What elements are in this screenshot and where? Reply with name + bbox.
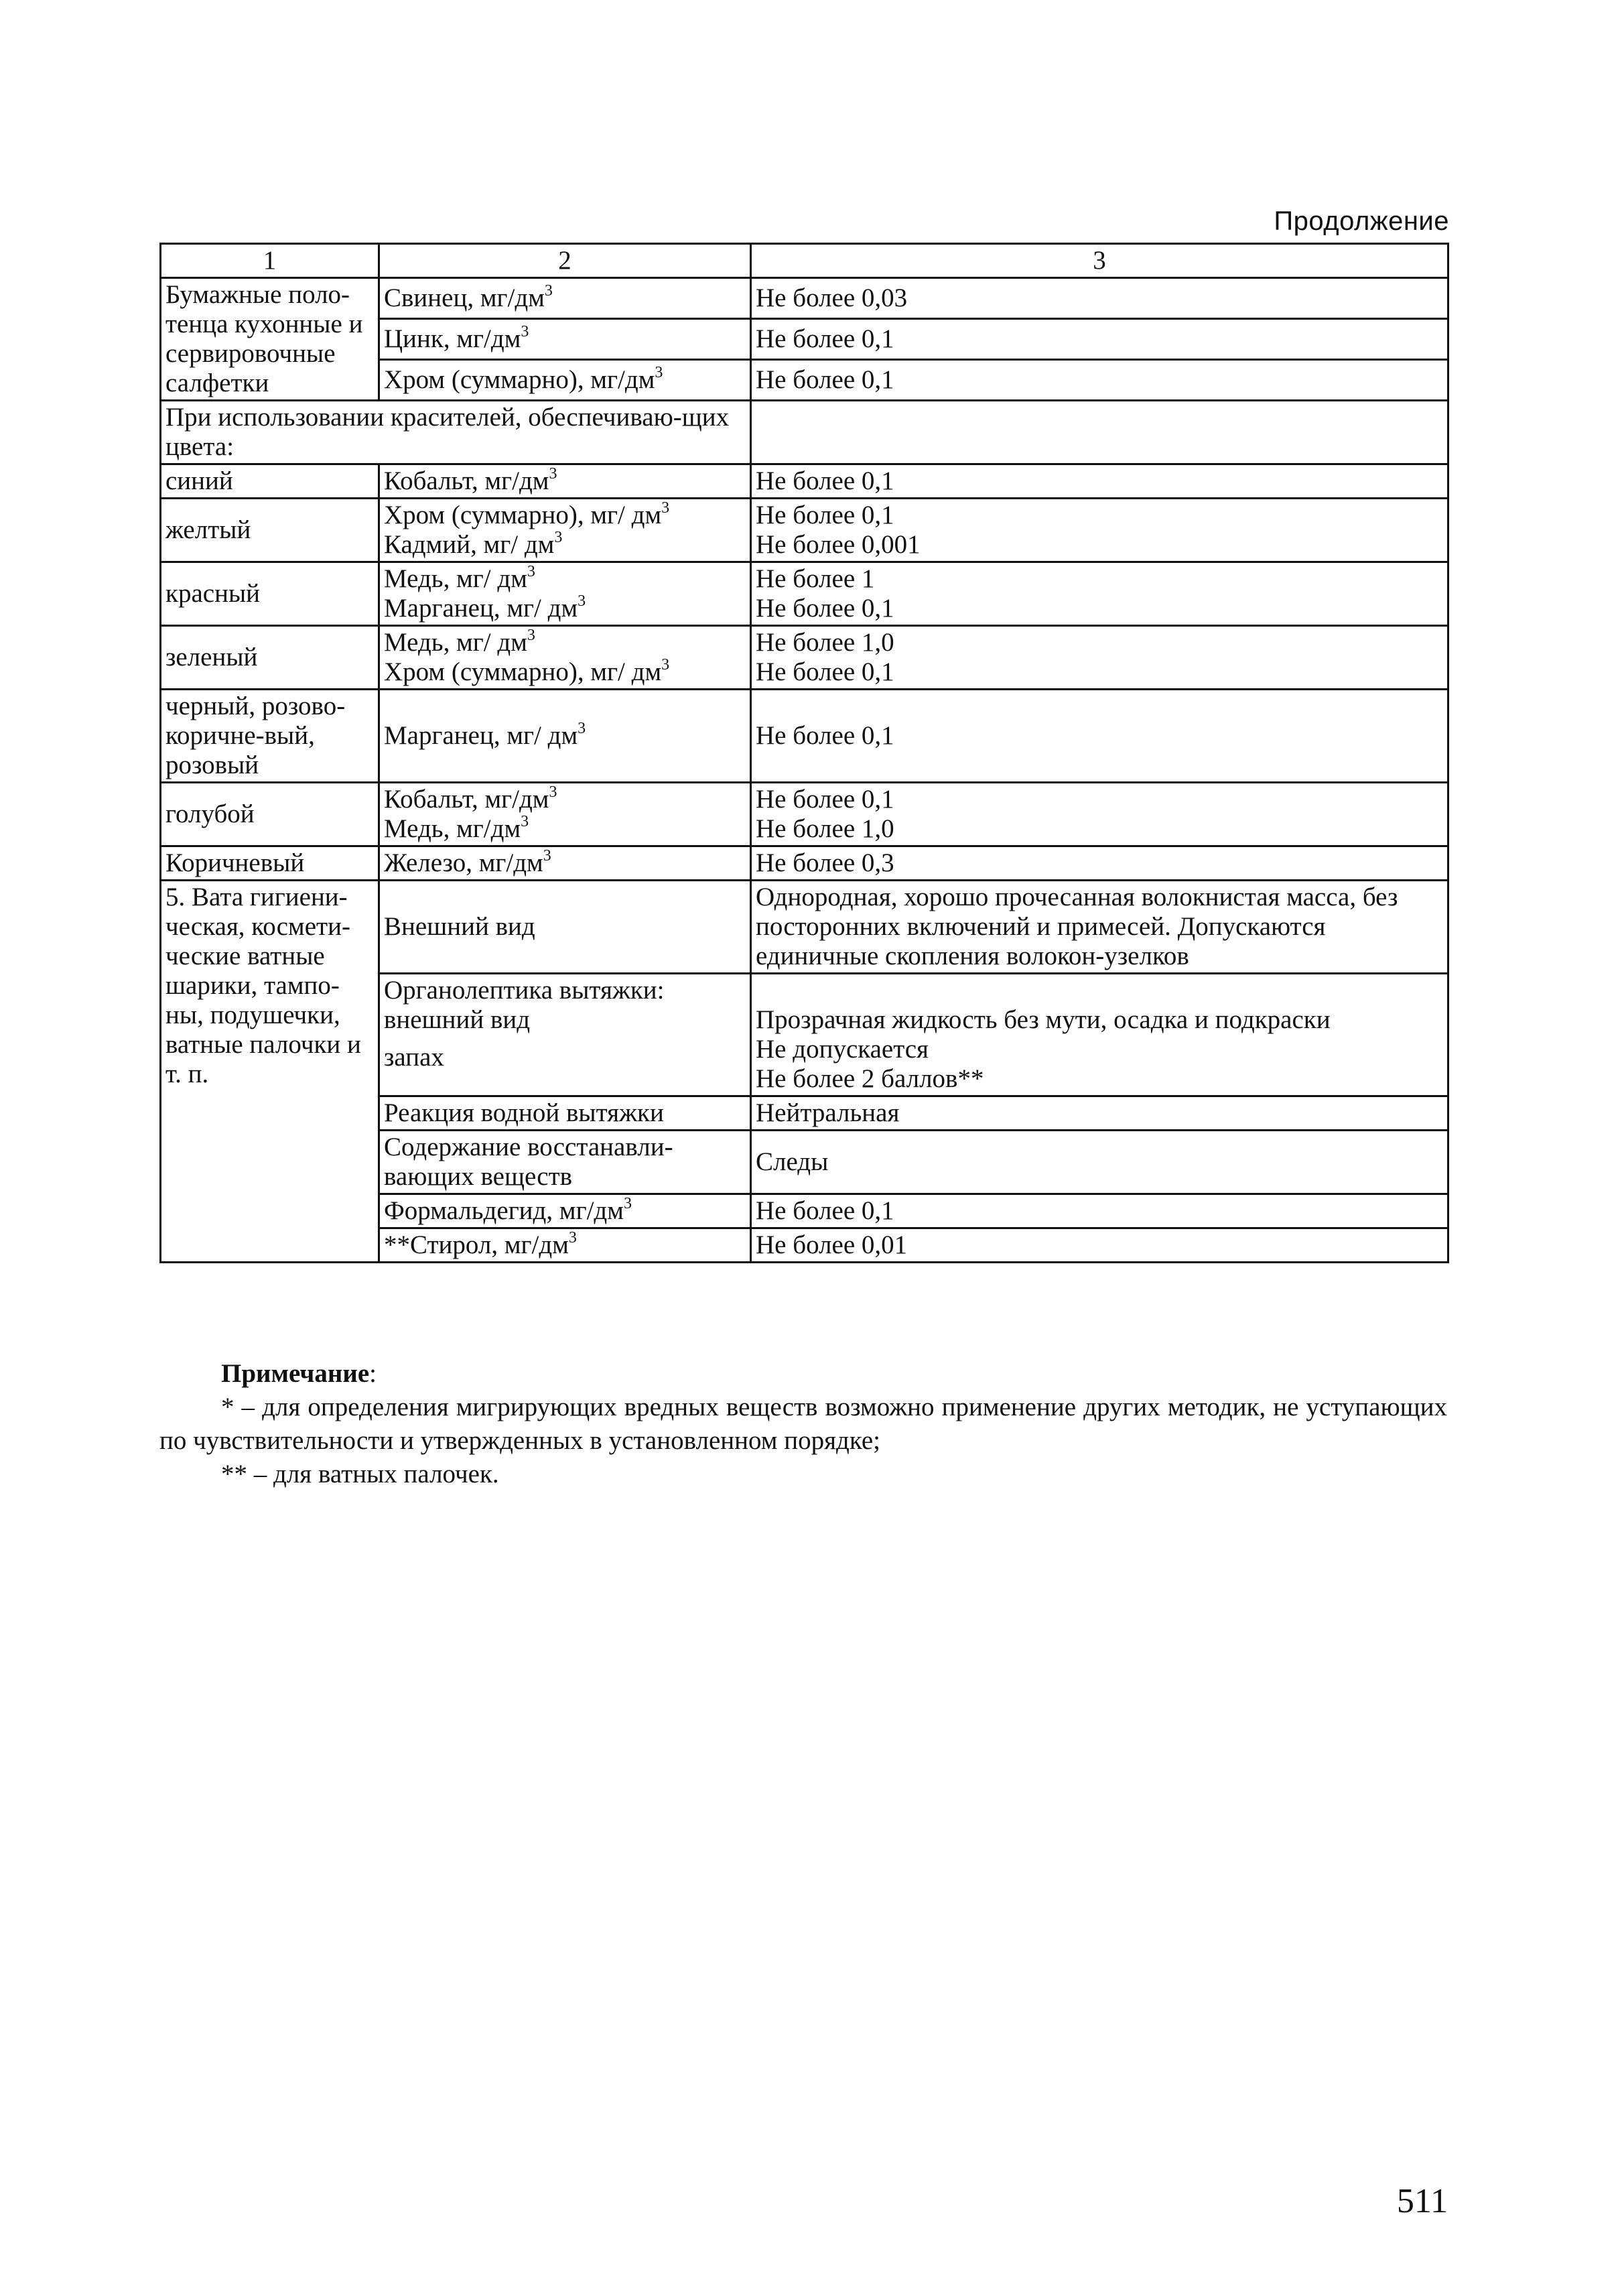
requirements-table: [159, 243, 1449, 1263]
color-cell: желтый: [161, 499, 379, 562]
color-cell: синий: [161, 464, 379, 499]
color-cell: зеленый: [161, 626, 379, 690]
param-cell: **Стирол, $мг/дм^3$: [379, 1228, 751, 1263]
color-cell: красный: [161, 562, 379, 626]
table-row: [161, 499, 1448, 562]
value-cell: Нейтральная: [751, 1096, 1448, 1131]
value-cell: Не более 0,1 Не более 1,0: [751, 783, 1448, 846]
param-cell: Внешний вид: [379, 881, 751, 974]
product-towels: Бумажные поло-тенца кухонные и сервировочные салфетки: [161, 278, 379, 401]
header-cell-3: 3: [751, 244, 1448, 278]
table-row: [161, 464, 1448, 499]
value-cell: Не более 0,1: [751, 1194, 1448, 1228]
value-cell: [751, 974, 1448, 1096]
table-row: [161, 562, 1448, 626]
value-cell: Не более 0,1: [751, 464, 1448, 499]
value-cell: [751, 401, 1448, 464]
param-cell: [379, 974, 751, 1096]
param-cell: Свинец, $мг/дм^3$: [379, 278, 751, 319]
table-row: [161, 690, 1448, 783]
table-row: [161, 626, 1448, 690]
color-cell: голубой: [161, 783, 379, 846]
value-cell: Однородная, хорошо прочесанная волокнистая масса, без посторонних включений и примесей. Допускаются единичные скопления волокон-узелков: [751, 881, 1448, 974]
value-cell: Не более 0,03: [751, 278, 1448, 319]
value-cell: Не более 0,3: [751, 846, 1448, 881]
param-cell: Кобальт, $мг/дм^3$: [379, 464, 751, 499]
value-cell: Не более 0,1: [751, 319, 1448, 360]
header-cell-1: 1: [161, 244, 379, 278]
organoleptic-smell-value-1: Не допускается: [756, 1035, 929, 1064]
note-title: Примечание:: [221, 1359, 377, 1388]
value-cell: Не более 0,1: [751, 360, 1448, 401]
param-cell: Содержание восстанавли-вающих веществ: [379, 1131, 751, 1194]
table-row: [161, 401, 1448, 464]
param-cell: Медь, мг/ $дм^3$ Марганец, мг/ $дм^3$: [379, 562, 751, 626]
value-cell: Не более 0,1 Не более 0,001: [751, 499, 1448, 562]
table-row: [161, 278, 1448, 319]
table-row: [161, 846, 1448, 881]
color-cell: Коричневый: [161, 846, 379, 881]
organoleptic-appearance-label: внешний вид: [384, 1005, 531, 1034]
param-cell: Медь, мг/ $дм^3$ Хром (суммарно), мг/ $дм^3$: [379, 626, 751, 690]
value-cell: Не более 1,0 Не более 0,1: [751, 626, 1448, 690]
footnote: [159, 1357, 1447, 1491]
table-row: [161, 881, 1448, 974]
note-line-2: ** – для ватных палочек.: [221, 1460, 499, 1488]
continuation-label: Продолжение: [1274, 206, 1449, 236]
header-cell-2: 2: [379, 244, 751, 278]
value-cell: Не более 0,01: [751, 1228, 1448, 1263]
param-cell: Формальдегид, $мг/дм^3$: [379, 1194, 751, 1228]
value-cell: Следы: [751, 1131, 1448, 1194]
param-cell: Реакция водной вытяжки: [379, 1096, 751, 1131]
value-cell: Не более 1 Не более 0,1: [751, 562, 1448, 626]
param-cell: Хром (суммарно), мг/ $дм^3$ Кадмий, мг/ $дм^3$: [379, 499, 751, 562]
color-cell: черный, розово-коричне-вый, розовый: [161, 690, 379, 783]
param-cell: Хром (суммарно), $мг/дм^3$: [379, 360, 751, 401]
param-cell: Марганец, мг/ $дм^3$: [379, 690, 751, 783]
header-row: [161, 244, 1448, 278]
dyes-heading: При использовании красителей, обеспечиваю-щих цвета:: [161, 401, 751, 464]
param-cell: Железо, $мг/дм^3$: [379, 846, 751, 881]
note-line-1: * – для определения мигрирующих вредных веществ возможно применение других методик, не уступающих по чувствительности и утвержденных в установленном порядке;: [159, 1393, 1447, 1455]
organoleptic-title: Органолептика вытяжки:: [384, 976, 665, 1005]
organoleptic-smell-label: запах: [384, 1043, 444, 1072]
product-cotton: 5. Вата гигиени-ческая, космети-ческие ватные шарики, тампо-ны, подушечки, ватные палочки и т. п.: [161, 881, 379, 1263]
table-row: [161, 783, 1448, 846]
organoleptic-appearance-value: Прозрачная жидкость без мути, осадка и подкраски: [756, 1005, 1331, 1034]
organoleptic-smell-value-2: Не более 2 баллов**: [756, 1064, 984, 1093]
value-cell: Не более 0,1: [751, 690, 1448, 783]
param-cell: Цинк, $мг/дм^3$: [379, 319, 751, 360]
page-number: 511: [1396, 2182, 1448, 2220]
param-cell: Кобальт, $мг/дм^3$ Медь, $мг/дм^3$: [379, 783, 751, 846]
